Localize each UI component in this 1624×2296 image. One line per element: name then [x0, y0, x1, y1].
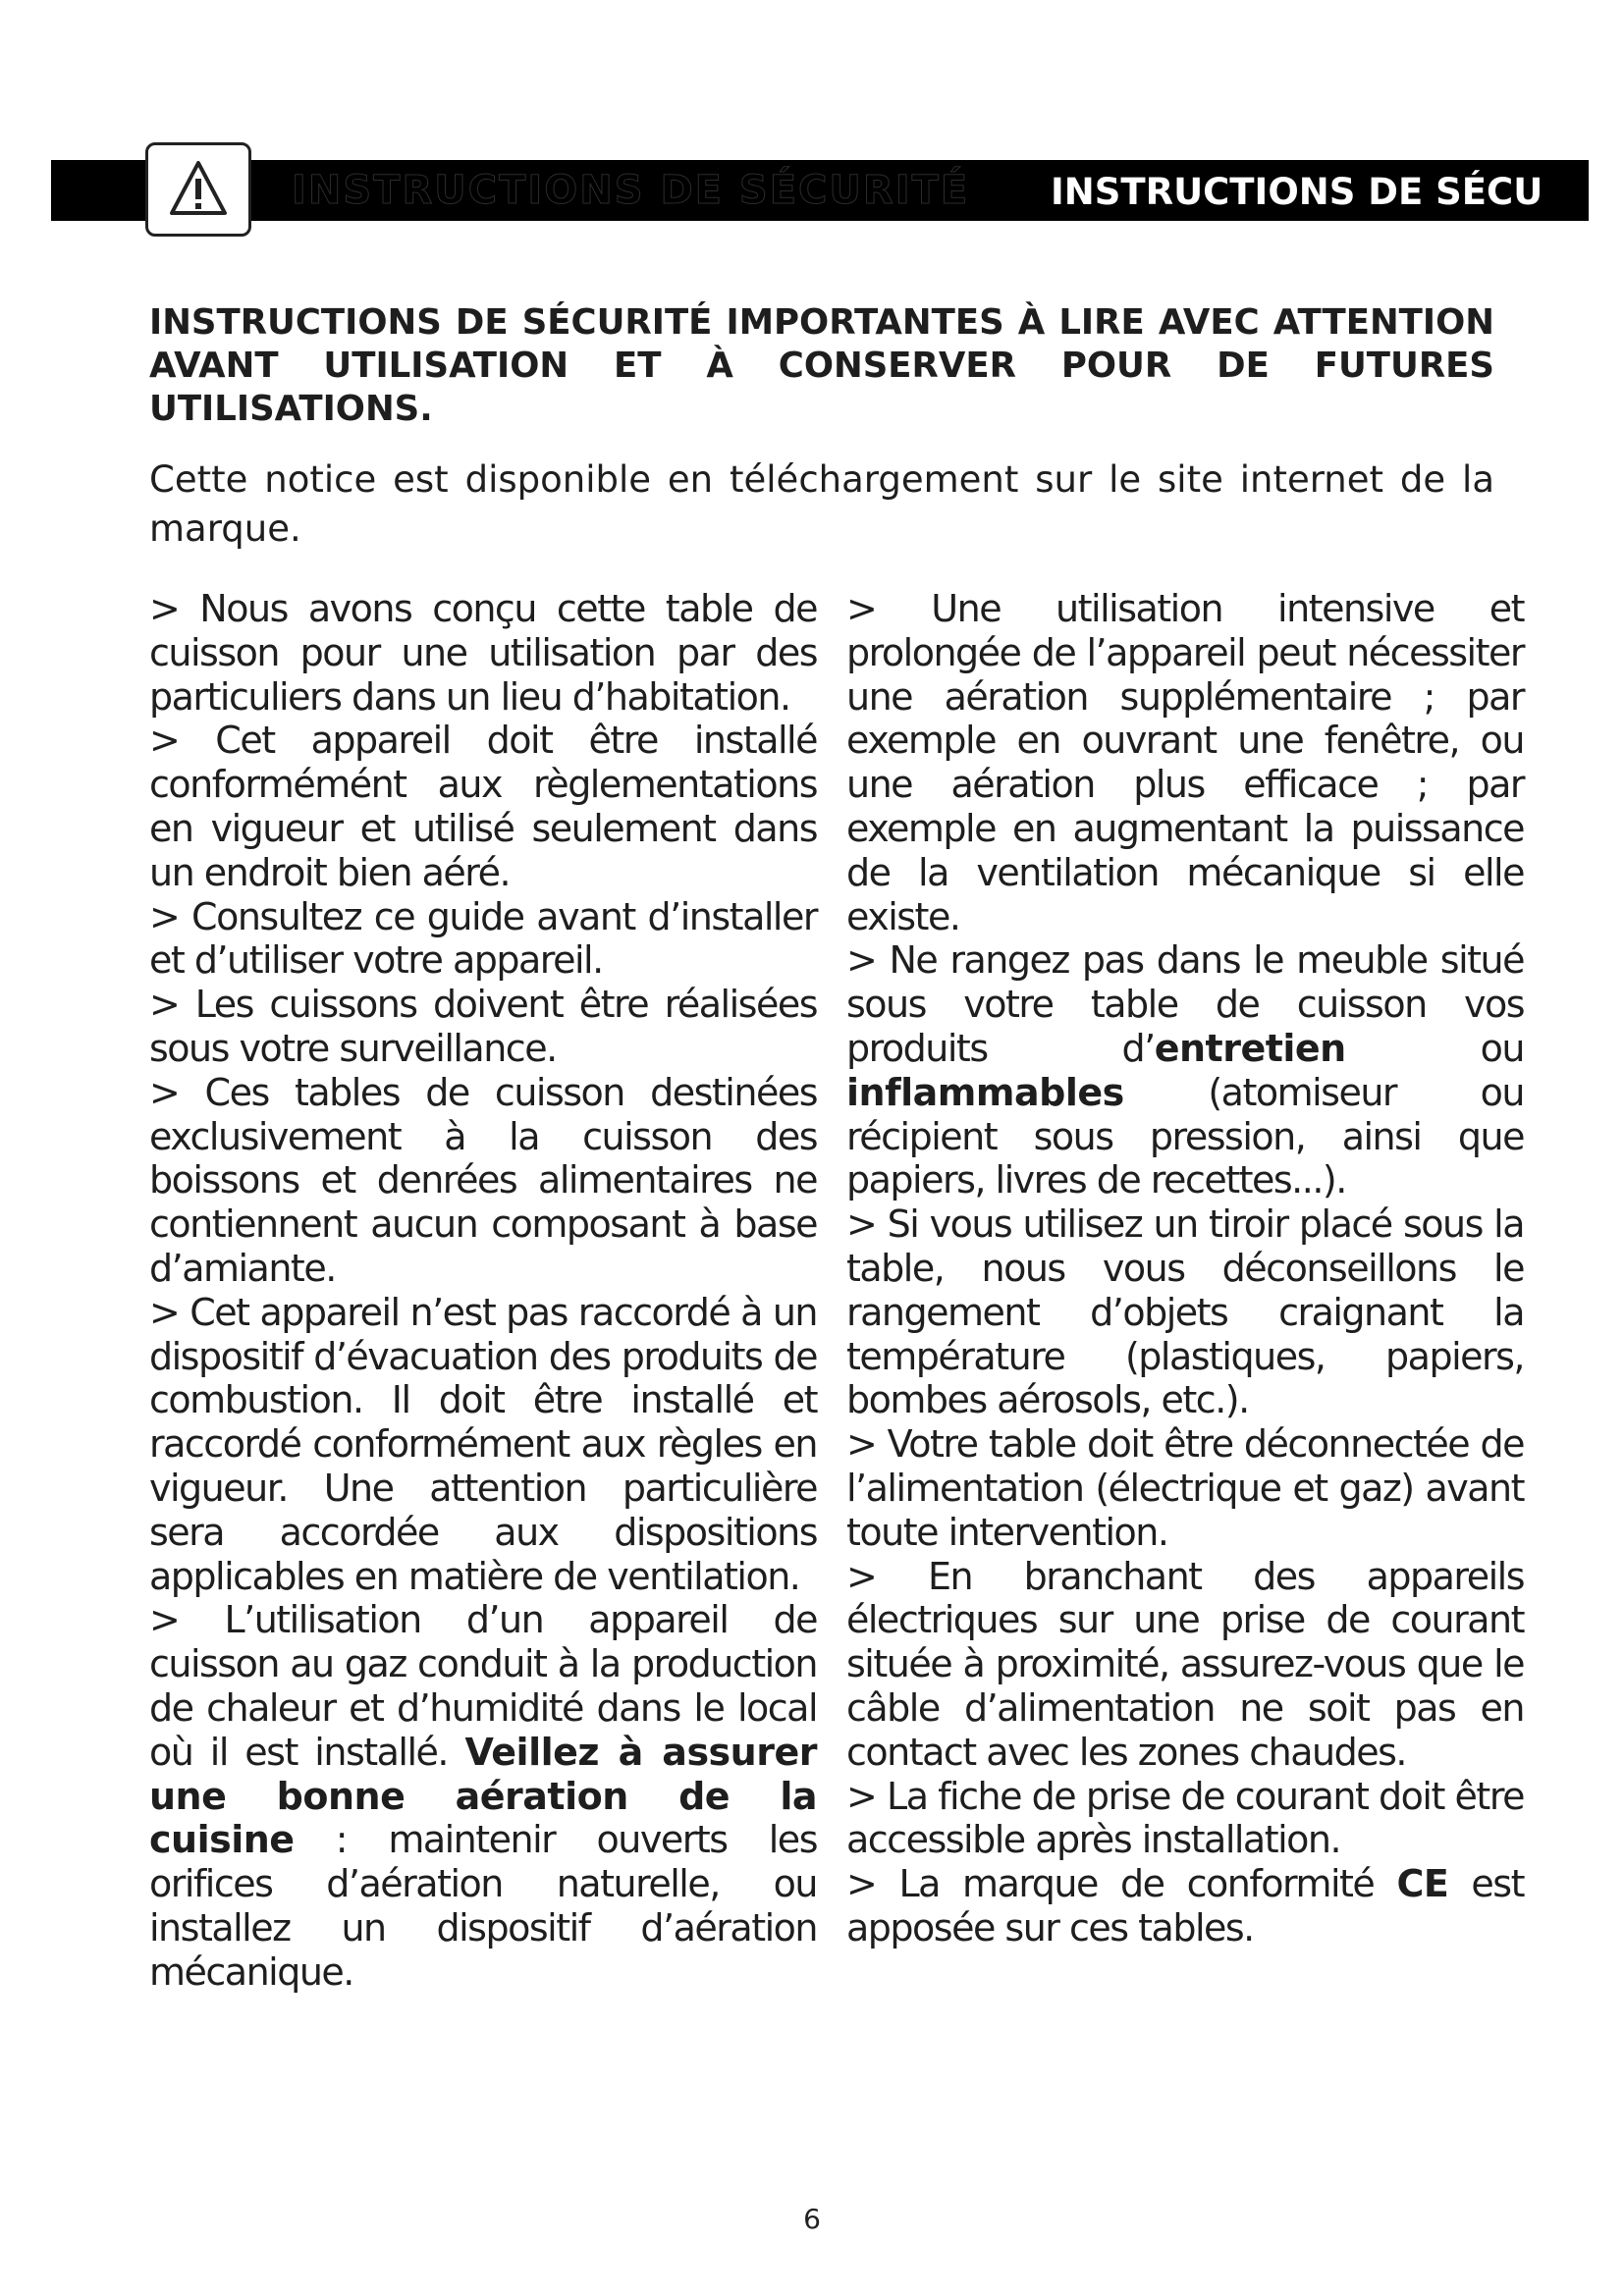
instruction-text: > L’utilisation d’un appareil de cuisson au gaz conduit à la production de chaleur et d’humidité dans le local où il est installé.: [149, 1598, 817, 1774]
download-notice: Cette notice est disponible en téléchargement sur le site internet de la marque.: [149, 458, 1494, 550]
warning-badge: [145, 142, 251, 237]
section-header-title: INSTRUCTIONS DE SÉCU: [1051, 171, 1543, 213]
instruction-text: : maintenir ouverts les orifices d’aération naturelle, ou installez un dispositif d’aération mécanique.: [149, 1818, 817, 1994]
section-header-ghost-title: INSTRUCTIONS DE SÉCURITÉ: [292, 168, 970, 213]
instruction-paragraph: > Votre table doit être déconnectée de l’alimentation (électrique et gaz) avant toute intervention.: [846, 1422, 1524, 1554]
instruction-paragraph: > Une utilisation intensive et prolongée de l’appareil peut nécessiter une aération supplémentaire ; par exemple en ouvrant une fenêtre, ou une aération plus efficace ; par exemple en augmentant la puissance de la ventilation mécanique si elle existe.: [846, 587, 1524, 938]
instruction-paragraph: > Ces tables de cuisson destinées exclusivement à la cuisson des boissons et denrées alimentaires ne contiennent aucun composant à base d’amiante.: [149, 1070, 817, 1290]
warning-triangle-icon: [168, 159, 229, 218]
section-header-bar: [51, 160, 1589, 221]
inflammables-emphasis: inflammables: [846, 1070, 1124, 1114]
instruction-text: > La marque de conformité: [846, 1862, 1397, 1906]
instruction-paragraph: > Consultez ce guide avant d’installer et d’utiliser votre appareil.: [149, 894, 817, 983]
ce-mark-emphasis: CE: [1396, 1862, 1449, 1906]
instruction-text: ou: [1345, 1026, 1524, 1070]
page-number: 6: [803, 2203, 821, 2235]
safety-heading: INSTRUCTIONS DE SÉCURITÉ IMPORTANTES À LIRE AVEC ATTENTION AVANT UTILISATION ET À CONSERVER POUR DE FUTURES UTILISATIONS.: [149, 302, 1494, 429]
instruction-paragraph: > Cet appareil n’est pas raccordé à un dispositif d’évacuation des produits de combustion. Il doit être installé et raccordé conformément aux règles en vigueur. Une attention particulière sera accordée aux dispositions applicables en matière de ventilation.: [149, 1290, 817, 1598]
instruction-text: > Ne rangez pas dans le meuble situé sous votre table de cuisson vos produits d’: [846, 938, 1524, 1070]
instruction-paragraph: [846, 1862, 1524, 1950]
instruction-paragraph: > Nous avons conçu cette table de cuisson pour une utilisation par des particuliers dans un lieu d’habitation.: [149, 587, 817, 719]
instruction-paragraph: > En branchant des appareils électriques sur une prise de courant située à proximité, assurez-vous que le câble d’alimentation ne soit pas en contact avec les zones chaudes.: [846, 1554, 1524, 1774]
instruction-text: est apposée sur ces tables.: [846, 1862, 1524, 1949]
instruction-paragraph: > Cet appareil doit être installé conformémént aux règlementations en vigueur et utilisé seulement dans un endroit bien aéré.: [149, 719, 817, 894]
instruction-paragraph: > La fiche de prise de courant doit être accessible après installation.: [846, 1774, 1524, 1862]
instruction-paragraph: [846, 938, 1524, 1202]
right-column: [846, 587, 1524, 1950]
instruction-paragraph: > Si vous utilisez un tiroir placé sous la table, nous vous déconseillons le rangement d’objets craignant la température (plastiques, papiers, bombes aérosols, etc.).: [846, 1202, 1524, 1422]
ventilation-emphasis: Veillez à assurer une bonne aération de la cuisine: [149, 1730, 817, 1862]
instruction-paragraph: > Les cuissons doivent être réalisées sous votre surveillance.: [149, 983, 817, 1070]
instruction-paragraph: [149, 1598, 817, 1994]
entretien-emphasis: entretien: [1154, 1026, 1346, 1070]
left-column: [149, 587, 817, 1995]
instruction-text: (atomiseur ou récipient sous pression, ainsi que papiers, livres de recettes...).: [846, 1070, 1524, 1202]
